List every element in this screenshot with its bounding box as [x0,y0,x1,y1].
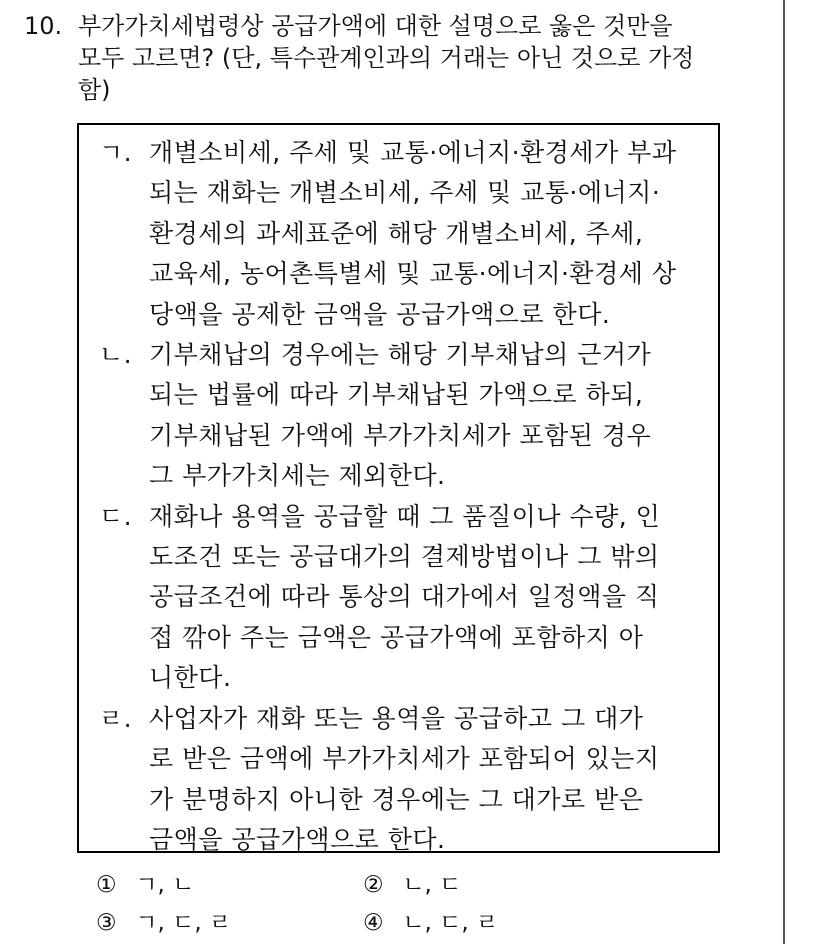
statement-line: 접 깎아 주는 금액은 공급가액에 포함하지 아 [149,622,644,652]
column-divider [783,0,785,944]
choice-2[interactable] [363,866,630,904]
statement-line: 니한다. [149,663,232,693]
choice-number: ① [96,872,117,898]
statement-line: 재화나 용역을 공급할 때 그 품질이나 수량, 인 [149,501,661,531]
statement-line: 되는 재화는 개별소비세, 주세 및 교통·에너지· [149,178,661,208]
statement-item-a [99,133,718,335]
statement-line: 되는 법률에 따라 기부채납된 가액으로 하되, [149,380,644,410]
statement-line: 환경세의 과세표준에 해당 개별소비세, 주세, [149,218,644,248]
choice-text: ㄱ, ㄷ, ㄹ [135,910,232,936]
choice-1[interactable] [96,866,363,904]
question-line: 함) [78,76,111,104]
statement-line: 사업자가 재화 또는 용역을 공급하고 그 대가 [149,703,644,733]
choice-4[interactable] [363,904,630,942]
statement-marker: ㄷ. [99,501,133,531]
choice-number: ④ [363,910,384,936]
statement-item-c [99,497,718,699]
choice-number: ③ [96,910,117,936]
choice-text: ㄴ, ㄷ [402,872,462,898]
statement-item-d [99,699,718,861]
statement-line: 가 분명하지 아니한 경우에는 그 대가로 받은 [149,784,644,814]
question-number: 10. [24,12,63,40]
answer-choices [96,866,736,942]
statement-line: 로 받은 금액에 부가가치세가 포함되어 있는지 [149,744,660,774]
statement-line: 기부채납된 가액에 부가가치세가 포함된 경우 [149,420,652,450]
choice-text: ㄴ, ㄷ, ㄹ [402,910,499,936]
statement-line: 공급조건에 따라 통상의 대가에서 일정액을 직 [149,582,660,612]
statement-line: 당액을 공제한 금액을 공급가액으로 한다. [149,299,611,329]
statement-line: 기부채납의 경우에는 해당 기부채납의 근거가 [149,340,652,370]
question-line: 10. 부가가치세법령상 공급가액에 대한 설명으로 옳은 것만을 [24,12,673,40]
statement-marker: ㄱ. [99,138,133,167]
choice-number: ② [363,872,384,898]
choice-text: ㄱ, ㄴ [135,872,195,898]
question-line: 모두 고르면? (단, 특수관계인과의 거래는 아닌 것으로 가정 [78,44,695,72]
choice-3[interactable] [96,904,363,942]
statement-line: 도조건 또는 공급대가의 결제방법이나 그 밖의 [149,542,660,572]
statement-line: 그 부가가치세는 제외한다. [149,461,446,491]
statement-line: 개별소비세, 주세 및 교통·에너지·환경세가 부과 [149,138,677,167]
statement-box [77,123,720,853]
statement-line: 교육세, 농어촌특별세 및 교통·에너지·환경세 상 [149,259,677,289]
statement-marker: ㄹ. [99,703,133,733]
statement-line: 금액을 공급가액으로 한다. [149,824,446,854]
statement-item-b [99,335,718,497]
statement-marker: ㄴ. [99,340,133,370]
question-stem [24,10,774,106]
